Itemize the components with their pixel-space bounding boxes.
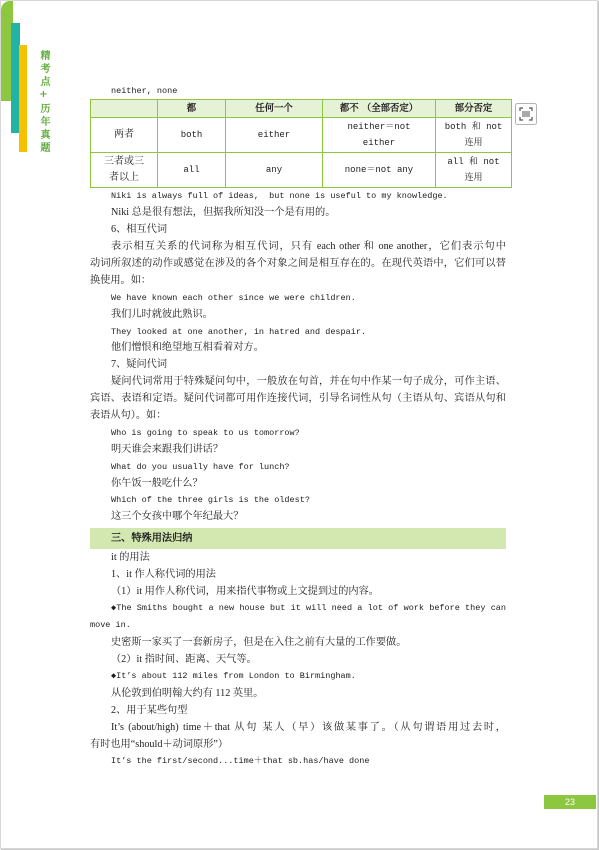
sentence-pattern: 有时也用“should＋动词原形”） <box>90 738 229 750</box>
table-cell: both <box>158 118 226 153</box>
table-header-cell: 都 <box>158 100 226 118</box>
example-sentence-en: What do you usually have for lunch? <box>111 461 290 472</box>
usage-point: （1）it 用作人称代词，用来指代事物或上文提到过的内容。 <box>111 585 379 597</box>
example-sentence-en: Niki is always full of ideas, but none is useful to my knowledge. <box>111 191 448 202</box>
table-row <box>91 153 512 188</box>
example-sentence-zh: 从伦敦到伯明翰大约有 112 英里。 <box>111 687 264 699</box>
table-cell: either <box>226 118 323 153</box>
section-heading: 7、疑问代词 <box>111 359 168 371</box>
paragraph-line: 表语从句）。如： <box>90 409 167 421</box>
table-cell: none＝not any <box>323 153 436 188</box>
subsection-heading: 2、用于某些句型 <box>111 704 188 716</box>
table-row-label: 两者 <box>91 118 158 153</box>
example-sentence-zh: 我们儿时就彼此熟识。 <box>111 308 213 320</box>
example-sentence-en: We have known each other since we were children. <box>111 292 356 303</box>
example-sentence-en: move in. <box>90 619 131 630</box>
section-heading: 6、相互代词 <box>111 224 168 236</box>
page-number: 23 <box>544 795 596 809</box>
table-cell: any <box>226 153 323 188</box>
table-head <box>91 100 512 118</box>
pronoun-comparison-table <box>90 99 512 188</box>
example-sentence-en: They looked at one another, in hatred and despair. <box>111 326 367 337</box>
table-cell: neither＝not either <box>323 118 436 153</box>
example-sentence-en: Which of the three girls is the oldest? <box>111 495 310 506</box>
example-sentence-zh: 明天谁会来跟我们讲话？ <box>111 443 224 455</box>
table-cell: all 和 not 连用 <box>436 153 512 188</box>
example-sentence-zh: 史密斯一家买了一套新房子，但是在入住之前有大量的工作要做。 <box>111 636 407 648</box>
table-header-cell: 任何一个 <box>226 100 323 118</box>
usage-point: （2）it 指时间、距离、天气等。 <box>111 653 257 665</box>
table-caption: neither, none <box>111 85 178 96</box>
subsection-heading: 1、it 作人称代词的用法 <box>111 568 216 580</box>
paragraph-line: 表示相互关系的代词称为相互代词，只有 each other 和 one another，它们表示句中 <box>111 241 506 253</box>
table-header-cell: 都不 （全部否定） <box>323 100 436 118</box>
table-cell: all <box>158 153 226 188</box>
example-sentence-zh: 你午饭一般吃什么？ <box>111 477 203 489</box>
example-sentence-en: Who is going to speak to us tomorrow? <box>111 427 300 438</box>
page-content <box>90 83 506 770</box>
paragraph-line: 疑问代词常用于特殊疑问句中，一般放在句首，并在句中作某一句子成分，可作主语、 <box>111 376 506 388</box>
example-sentence-en: ◆It’s about 112 miles from London to Birmingham. <box>111 670 356 681</box>
table-corner-cell <box>91 100 158 118</box>
scan-code-icon <box>515 103 537 125</box>
pronoun-sections <box>90 83 506 527</box>
paragraph-line: 宾语、表语和定语。疑问代词都可用作连接代词，引导名词性从句（主语从句、宾语从句和 <box>90 393 506 405</box>
table-row <box>91 118 512 153</box>
yellow-decor-stripe <box>19 45 27 152</box>
sentence-pattern: It’s (about/high) time＋that 从句 某人（早）该做某事了。（从句谓语用过去时， <box>111 721 506 733</box>
topic-title: it 的用法 <box>111 551 150 563</box>
table-header-cell: 部分否定 <box>436 100 512 118</box>
example-sentence-zh: Niki 总是很有想法，但据我所知没一个是有用的。 <box>111 207 336 219</box>
table-header-row <box>91 100 512 118</box>
example-sentence-zh: 他们憎恨和绝望地互相看着对方。 <box>111 342 264 354</box>
table-row-label: 三者或三 者以上 <box>91 153 158 188</box>
example-sentence-en: ◆The Smiths bought a new house but it will need a lot of work before they can <box>111 602 506 613</box>
section-title-bar: 三、特殊用法归纳 <box>90 528 506 549</box>
side-banner-title: 精考点+历年真题 <box>38 50 49 155</box>
special-usage-section <box>90 549 506 770</box>
paragraph-line: 换使用。如： <box>90 274 152 286</box>
table-cell: both 和 not 连用 <box>436 118 512 153</box>
paragraph-line: 动词所叙述的动作或感觉在涉及的各个对象之间是相互存在的。在现代英语中，它们可以替 <box>90 257 506 269</box>
table-body <box>91 118 512 188</box>
sentence-pattern: It’s the first/second...time＋that sb.has/have done <box>111 755 370 766</box>
example-sentence-zh: 这三个女孩中哪个年纪最大？ <box>111 511 244 523</box>
